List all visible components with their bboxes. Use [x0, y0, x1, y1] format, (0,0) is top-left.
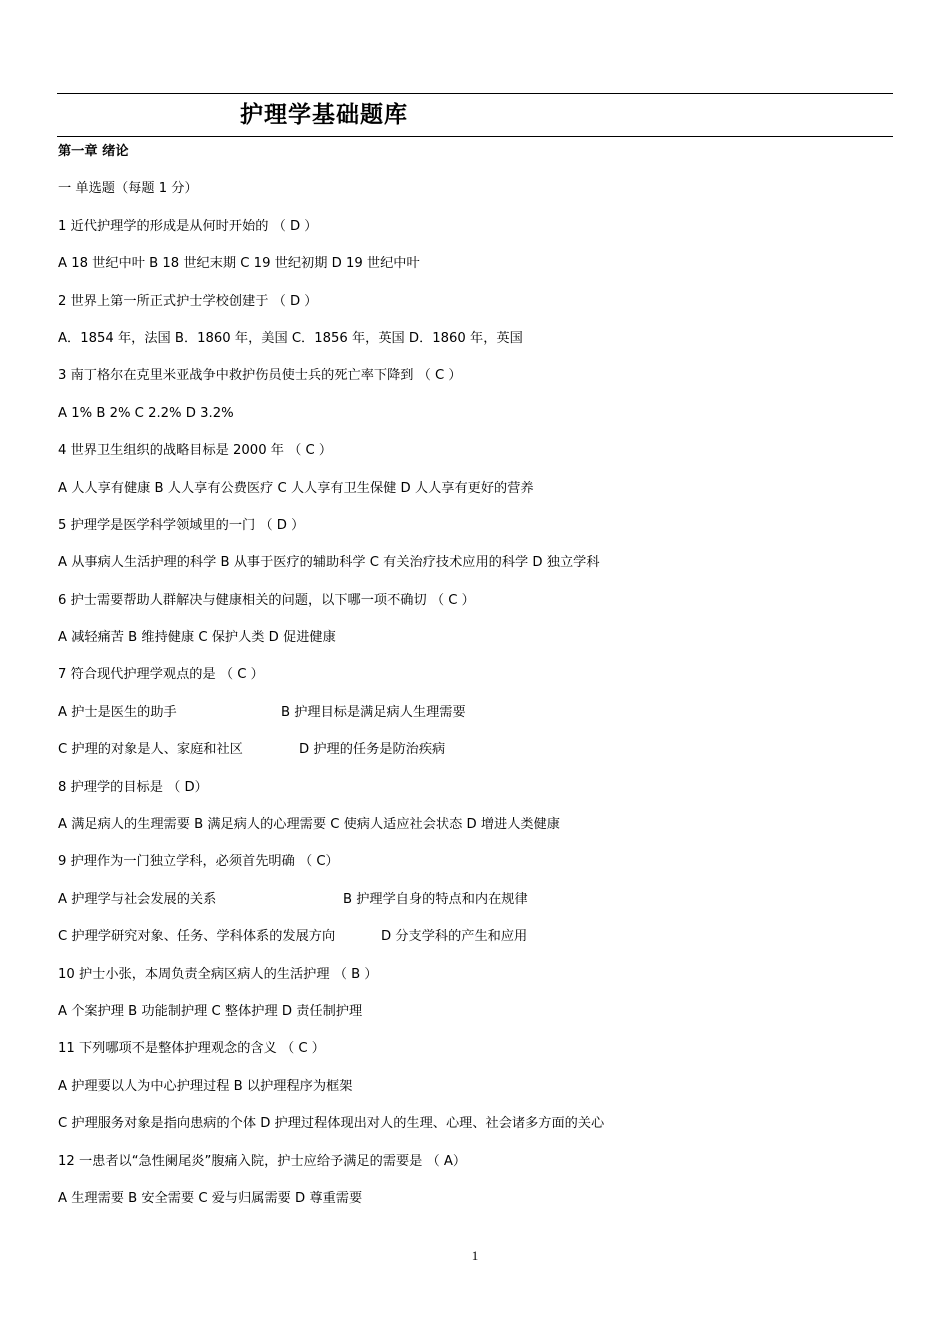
question-12-options: A 生理需要 B 安全需要 C 爱与归属需要 D 尊重需要	[58, 1190, 363, 1206]
question-9: 9 护理作为一门独立学科，必须首先明确 （ C）	[58, 854, 339, 870]
question-9-option-b: B 护理学自身的特点和内在规律	[343, 891, 528, 907]
question-5-options: A 从事病人生活护理的科学 B 从事于医疗的辅助科学 C 有关治疗技术应用的科学 D 独立学科	[58, 555, 600, 571]
question-list	[58, 143, 898, 1227]
bottom-rule	[57, 136, 893, 137]
question-7-option-c: C 护理的对象是人、家庭和社区	[58, 742, 243, 758]
question-9-option-a: A 护理学与社会发展的关系	[58, 891, 217, 907]
question-3-options: A 1% B 2% C 2.2% D 3.2%	[58, 405, 234, 421]
question-7-options-cd	[58, 741, 898, 778]
question-9-options-cd	[58, 928, 898, 965]
question-6: 6 护士需要帮助人群解决与健康相关的问题，以下哪一项不确切 （ C ）	[58, 592, 475, 608]
question-2-options: A．1854 年，法国 B．1860 年，美国 C．1856 年，英国 D．1860 年，英国	[58, 330, 523, 346]
question-6-options: A 减轻痛苦 B 维持健康 C 保护人类 D 促进健康	[58, 630, 336, 646]
question-11-options-ab: A 护理要以人为中心护理过程 B 以护理程序为框架	[58, 1078, 353, 1094]
page-number: 1	[471, 1248, 479, 1263]
question-4-options: A 人人享有健康 B 人人享有公费医疗 C 人人享有卫生保健 D 人人享有更好的营养	[58, 480, 534, 496]
question-11: 11 下列哪项不是整体护理观念的含义 （ C ）	[58, 1041, 325, 1057]
question-2: 2 世界上第一所正式护士学校创建于 （ D ）	[58, 293, 318, 309]
question-12: 12 一患者以“急性阑尾炎”腹痛入院，护士应给予满足的需要是 （ A）	[58, 1153, 467, 1169]
section-heading: 一 单选题（每题 1 分）	[58, 181, 198, 197]
question-5: 5 护理学是医学科学领域里的一门 （ D ）	[58, 517, 305, 533]
question-4: 4 世界卫生组织的战略目标是 2000 年 （ C ）	[58, 443, 333, 459]
question-1: 1 近代护理学的形成是从何时开始的 （ D ）	[58, 218, 318, 234]
question-8-options: A 满足病人的生理需要 B 满足病人的心理需要 C 使病人适应社会状态 D 增进人类健康	[58, 817, 560, 833]
question-11-options-cd: C 护理服务对象是指向患病的个体 D 护理过程体现出对人的生理、心理、社会诸多方面的关心	[58, 1116, 605, 1132]
top-rule	[57, 93, 893, 94]
question-7-option-a: A 护士是医生的助手	[58, 704, 177, 720]
chapter-heading: 第一章 绪论	[58, 144, 129, 159]
question-7-option-d: D 护理的任务是防治疾病	[299, 742, 446, 758]
question-7: 7 符合现代护理学观点的是 （ C ）	[58, 667, 264, 683]
question-3: 3 南丁格尔在克里米亚战争中救护伤员使士兵的死亡率下降到 （ C ）	[58, 368, 462, 384]
question-10-options: A 个案护理 B 功能制护理 C 整体护理 D 责任制护理	[58, 1003, 363, 1019]
question-7-options-ab	[58, 704, 898, 741]
question-10: 10 护士小张，本周负责全病区病人的生活护理 （ B ）	[58, 966, 378, 982]
document-title: 护理学基础题库	[240, 102, 408, 128]
question-1-options: A 18 世纪中叶 B 18 世纪末期 C 19 世纪初期 D 19 世纪中叶	[58, 256, 420, 272]
question-9-option-d: D 分支学科的产生和应用	[381, 929, 528, 945]
question-8: 8 护理学的目标是 （ D）	[58, 779, 208, 795]
question-9-options-ab	[58, 891, 898, 928]
question-9-option-c: C 护理学研究对象、任务、学科体系的发展方向	[58, 929, 336, 945]
question-7-option-b: B 护理目标是满足病人生理需要	[281, 704, 466, 720]
